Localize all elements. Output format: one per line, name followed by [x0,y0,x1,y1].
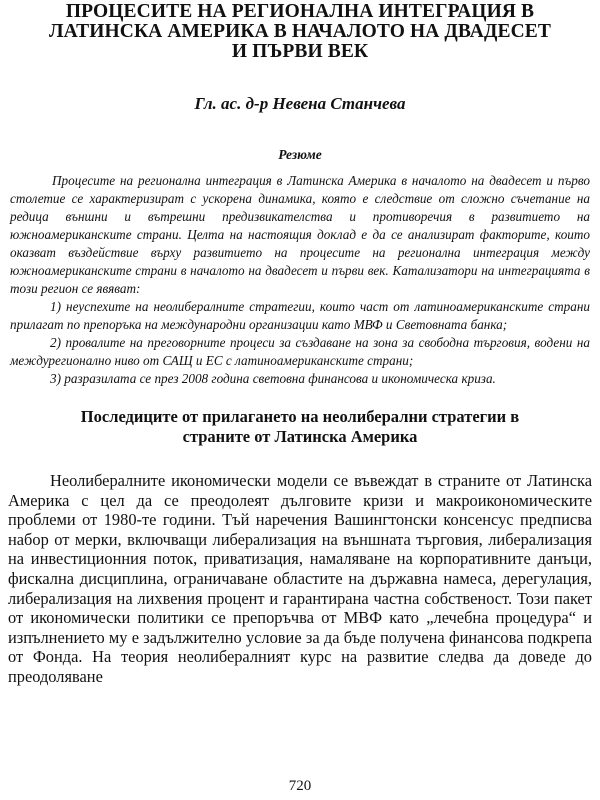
author-line: Гл. ас. д-р Невена Станчева [194,94,406,113]
section-heading-line: Последиците от прилагането на неолиберални стратегии в [80,407,520,426]
paper-title [8,2,592,62]
abstract-list-item: 1) неуспехите на неолибералните стратегии, които част от латиноамериканските страни прилагат по препоръка на международни организации като МВФ и Световната банка; [10,299,590,332]
body-paragraph: Неолибералните икономически модели се въвеждат в страните от Латинска Америка с цел да се преодолеят дълговите кризи и макроикономическите проблеми от 1980-те години. Тъй наречения Вашингтонски консенсус предписва набор от мерки, включващи либерализация на външната търговия, либерализация на инвестиционния поток, приватизация, намаляване на корпоративните данъци, фискална дисциплина, ограничаване областите на държавна намеса, дерегулация, либерализация на лихвения процент и гарантирана частна собственост. Този пакет от икономически политики се препоръчва от МВФ като „лечебна процедура“ и изпълнението му е задължително условие за да бъде получена финансова подкрепа от Фонда. На теория неолибералният курс на развитие следва да доведе до преодоляване [8,471,592,686]
page-number: 720 [288,778,312,794]
title-line: И ПЪРВИ ВЕК [231,41,369,62]
document-page [8,2,592,687]
abstract [8,172,592,388]
section-heading [8,407,592,447]
section-heading-line: страните от Латинска Америка [182,427,418,446]
abstract-list-item: 2) провалите на преговорните процеси за създаване на зона за свободна търговия, водени на междурегионално ниво от САЩ и ЕС с латиноамериканските страни; [10,335,590,368]
abstract-paragraph: Процесите на регионална интеграция в Латинска Америка в началото на двадесет и първо столетие се характеризират с ускорена динамика, която е следствие от сложно съчетание на редица външни и вътрешни предизвикателства и противоречия в развитието на южноамериканските страни. Целта на настоящия доклад е да се анализират факторите, които оказват въздействие върху развитието на процесите на регионална интеграция между южноамериканските страни в началото на двадесет и първи век. Катализатори на интеграцията в този регион се явяват: [10,173,590,296]
body-text [8,471,592,687]
title-line: ПРОЦЕСИТЕ НА РЕГИОНАЛНА ИНТЕГРАЦИЯ В [65,1,535,22]
abstract-list-item: 3) разразилата се през 2008 година световна финансова и икономическа криза. [50,371,496,386]
abstract-heading: Резюме [278,147,322,162]
title-line: ЛАТИНСКА АМЕРИКА В НАЧАЛОТО НА ДВАДЕСЕТ [49,21,551,42]
